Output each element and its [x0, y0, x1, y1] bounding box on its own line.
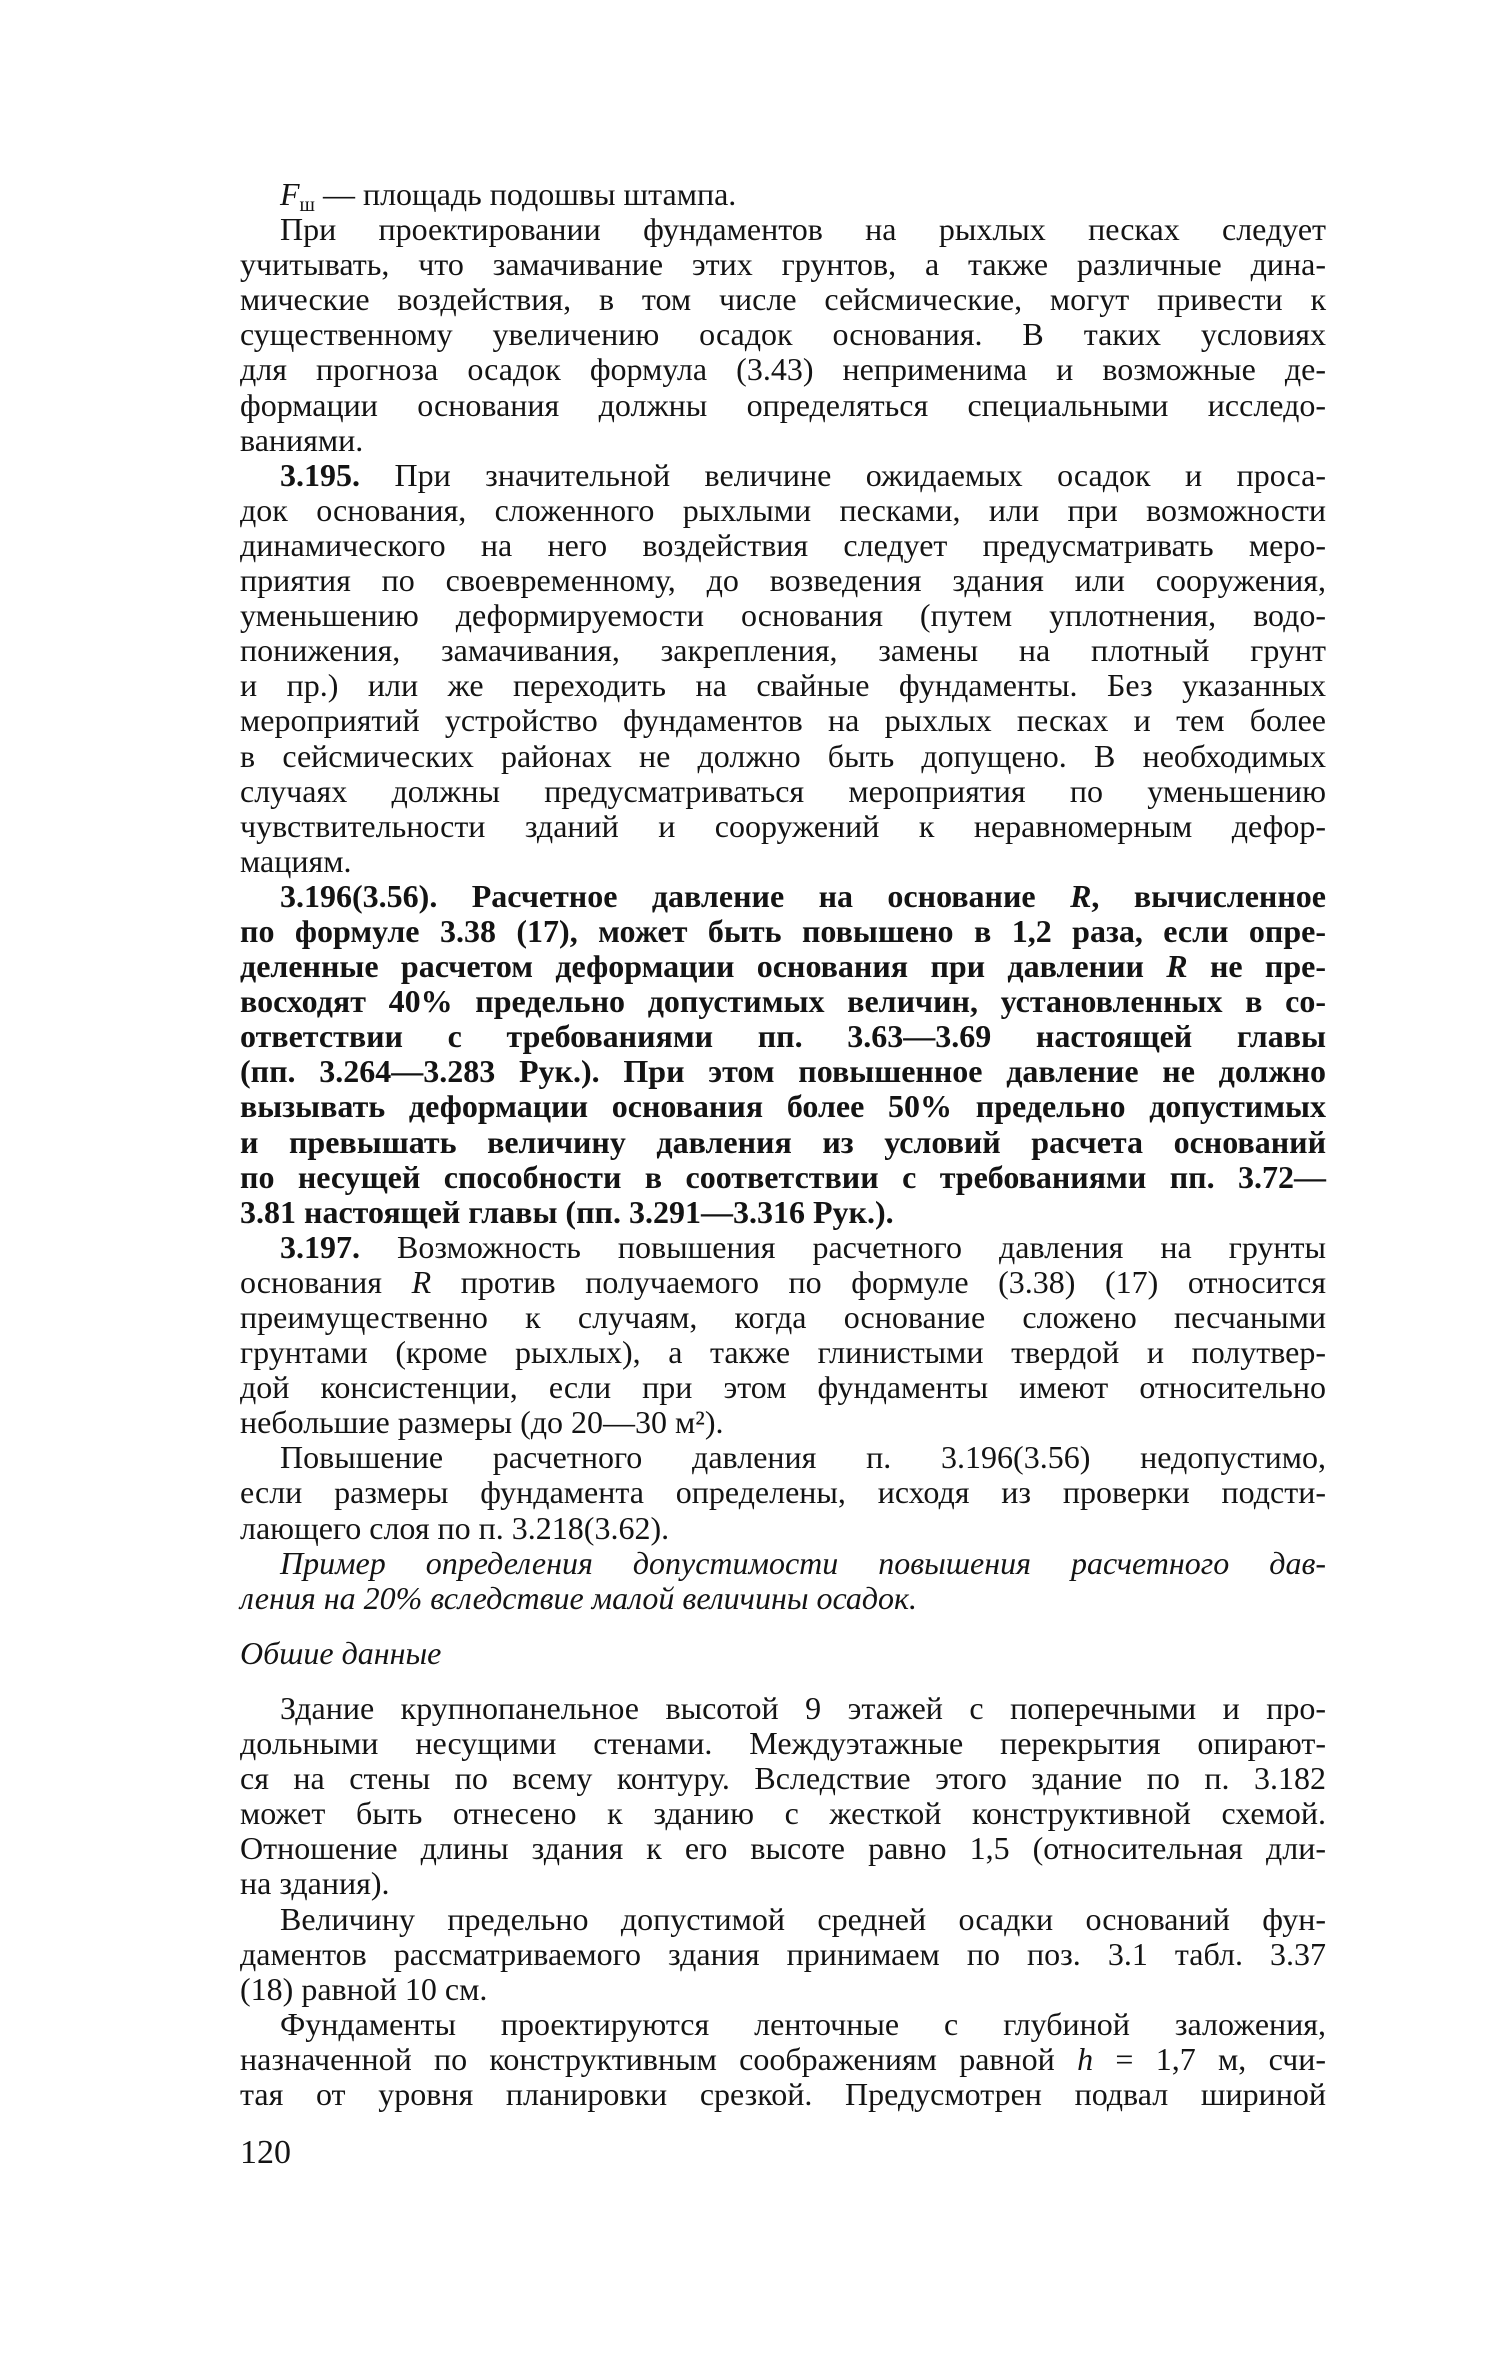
math-variable: h: [1077, 2040, 1094, 2077]
math-variable: R: [1166, 948, 1188, 985]
text-line: [240, 1265, 1326, 1300]
paragraph: [240, 212, 1326, 458]
paragraph: [240, 1546, 1326, 1616]
text-line: динамического на него воздействия следует предусматривать меро-: [240, 526, 1326, 563]
paragraph: [240, 458, 1326, 879]
text-segment: 3.196(3.56). Расчетное давление на основание: [280, 877, 1071, 914]
text-line: ответствии с требованиями пп. 3.63—3.69 настоящей главы: [240, 1018, 1326, 1055]
text-line: по несущей способности в соответствии с требованиями пп. 3.72—: [240, 1158, 1326, 1195]
text-line: преимущественно к случаям, когда основание сложено песчаными: [240, 1299, 1326, 1335]
math-variable: F: [280, 176, 300, 212]
text-line: на здания).: [240, 1865, 390, 1902]
text-line: [240, 176, 1326, 216]
text-line: и превышать величину давления из условий расчета оснований: [240, 1123, 1326, 1160]
text-line: Фундаменты проектируются ленточные с глубиной заложения,: [280, 2005, 1326, 2042]
text-segment: — площадь подошвы штампа.: [314, 176, 737, 212]
text-line: случаях должны предусматриваться мероприятия по уменьшению: [240, 772, 1326, 809]
text-segment: Возможность повышения расчетного давления на грунты: [360, 1228, 1326, 1265]
text-line: мические воздействия, в том числе сейсмические, могут привести к: [240, 281, 1326, 318]
text-line: восходят 40% предельно допустимых величин, установленных в со-: [240, 983, 1326, 1020]
text-line: в сейсмических районах не должно быть допущено. В необходимых: [240, 737, 1326, 774]
text-line: вызывать деформации основания более 50% предельно допустимых: [240, 1088, 1326, 1125]
text-line: для прогноза осадок формула (3.43) неприменима и возможные де-: [240, 351, 1326, 388]
text-line: небольшие размеры (до 20—30 м²).: [240, 1404, 724, 1441]
text-line: док основания, сложенного рыхлыми песками, или при возможности: [240, 491, 1326, 528]
text-line: приятия по своевременному, до возведения здания или сооружения,: [240, 562, 1326, 599]
math-variable: R: [1070, 877, 1092, 914]
text-line: ления на 20% вследствие малой величины осадок.: [240, 1579, 918, 1616]
text-line: (пп. 3.264—3.283 Рук.). При этом повышенное давление не должно: [240, 1053, 1326, 1090]
paragraph: [240, 1636, 1326, 1671]
text-line: [240, 879, 1326, 914]
clause-number: 3.195.: [280, 456, 360, 493]
text-segment: основания: [240, 1263, 412, 1300]
text-line: понижения, замачивания, закрепления, замены на плотный грунт: [240, 632, 1326, 669]
text-segment: = 1,7 м, счи-: [1093, 2040, 1326, 2077]
text-segment: деленные расчетом деформации основания при давлении: [240, 948, 1167, 985]
paragraph: [240, 1902, 1326, 2007]
text-line: и пр.) или же переходить на свайные фундаменты. Без указанных: [240, 667, 1326, 704]
text-line: Отношение длины здания к его высоте равно 1,5 (относительная дли-: [240, 1830, 1326, 1867]
text-line: Обшие данные: [240, 1634, 442, 1671]
text-line: даментов рассматриваемого здания принимаем по поз. 3.1 табл. 3.37: [240, 1935, 1326, 1972]
text-line: формации основания должны определяться специальными исследо-: [240, 386, 1326, 423]
text-line: по формуле 3.38 (17), может быть повышено в 1,2 раза, если опре-: [240, 912, 1326, 949]
text-line: чувствительности зданий и сооружений к неравномерным дефор-: [240, 807, 1326, 844]
paragraph: [240, 879, 1326, 1230]
text-line: Величину предельно допустимой средней осадки оснований фун-: [280, 1900, 1326, 1937]
text-line: тая от уровня планировки срезкой. Предусмотрен подвал шириной: [240, 2075, 1326, 2112]
paragraph: [240, 1691, 1326, 1902]
text-line: дольными несущими стенами. Междуэтажные перекрытия опирают-: [240, 1725, 1326, 1762]
text-line: Пример определения допустимости повышения расчетного дав-: [280, 1544, 1326, 1581]
text-line: [240, 949, 1326, 984]
text-line: грунтами (кроме рыхлых), а также глинистыми твердой и полутвер-: [240, 1334, 1326, 1371]
paragraph: [240, 1440, 1326, 1545]
text-line: [240, 2042, 1326, 2077]
text-line: дой консистенции, если при этом фундаменты имеют относительно: [240, 1369, 1326, 1406]
text-line: Повышение расчетного давления п. 3.196(3.56) недопустимо,: [280, 1439, 1326, 1476]
page-number: 120: [240, 2134, 291, 2171]
text-line: мациям.: [240, 842, 352, 879]
subscript: ш: [299, 194, 315, 216]
text-line: 3.81 настоящей главы (пп. 3.291—3.316 Рук.).: [240, 1193, 894, 1230]
text-line: учитывать, что замачивание этих грунтов, а также различные дина-: [240, 246, 1326, 283]
text-line: [240, 1230, 1326, 1265]
text-segment: При значительной величине ожидаемых осадок и проса-: [360, 456, 1326, 493]
text-line: существенному увеличению осадок основания. В таких условиях: [240, 316, 1326, 353]
text-segment: не пре-: [1187, 948, 1327, 985]
paragraph: [240, 2007, 1326, 2112]
text-line: если размеры фундамента определены, исходя из проверки подсти-: [240, 1474, 1326, 1511]
text-line: При проектировании фундаментов на рыхлых песках следует: [280, 211, 1326, 248]
text-line: Здание крупнопанельное высотой 9 этажей с поперечными и про-: [280, 1689, 1326, 1726]
text-line: ся на стены по всему контуру. Вследствие этого здание по п. 3.182: [240, 1760, 1326, 1797]
text-line: мероприятий устройство фундаментов на рыхлых песках и тем более: [240, 702, 1326, 739]
paragraph: [240, 1230, 1326, 1441]
clause-number: 3.197.: [280, 1228, 360, 1265]
text-line: может быть отнесено к зданию с жесткой конструктивной схемой.: [240, 1795, 1326, 1832]
text-line: [240, 458, 1326, 493]
text-line: ваниями.: [240, 421, 364, 458]
text-segment: назначенной по конструктивным соображениям равной: [240, 2040, 1078, 2077]
text-line: лающего слоя по п. 3.218(3.62).: [240, 1509, 670, 1546]
text-line: (18) равной 10 см.: [240, 1970, 488, 2007]
text-segment: против получаемого по формуле (3.38) (17) относится: [431, 1263, 1327, 1300]
text-segment: , вычисленное: [1091, 877, 1327, 914]
paragraph: [240, 176, 1326, 216]
text-line: уменьшению деформируемости основания (путем уплотнения, водо-: [240, 597, 1326, 634]
document-page-body: [240, 177, 1326, 2112]
math-variable: R: [411, 1263, 432, 1300]
